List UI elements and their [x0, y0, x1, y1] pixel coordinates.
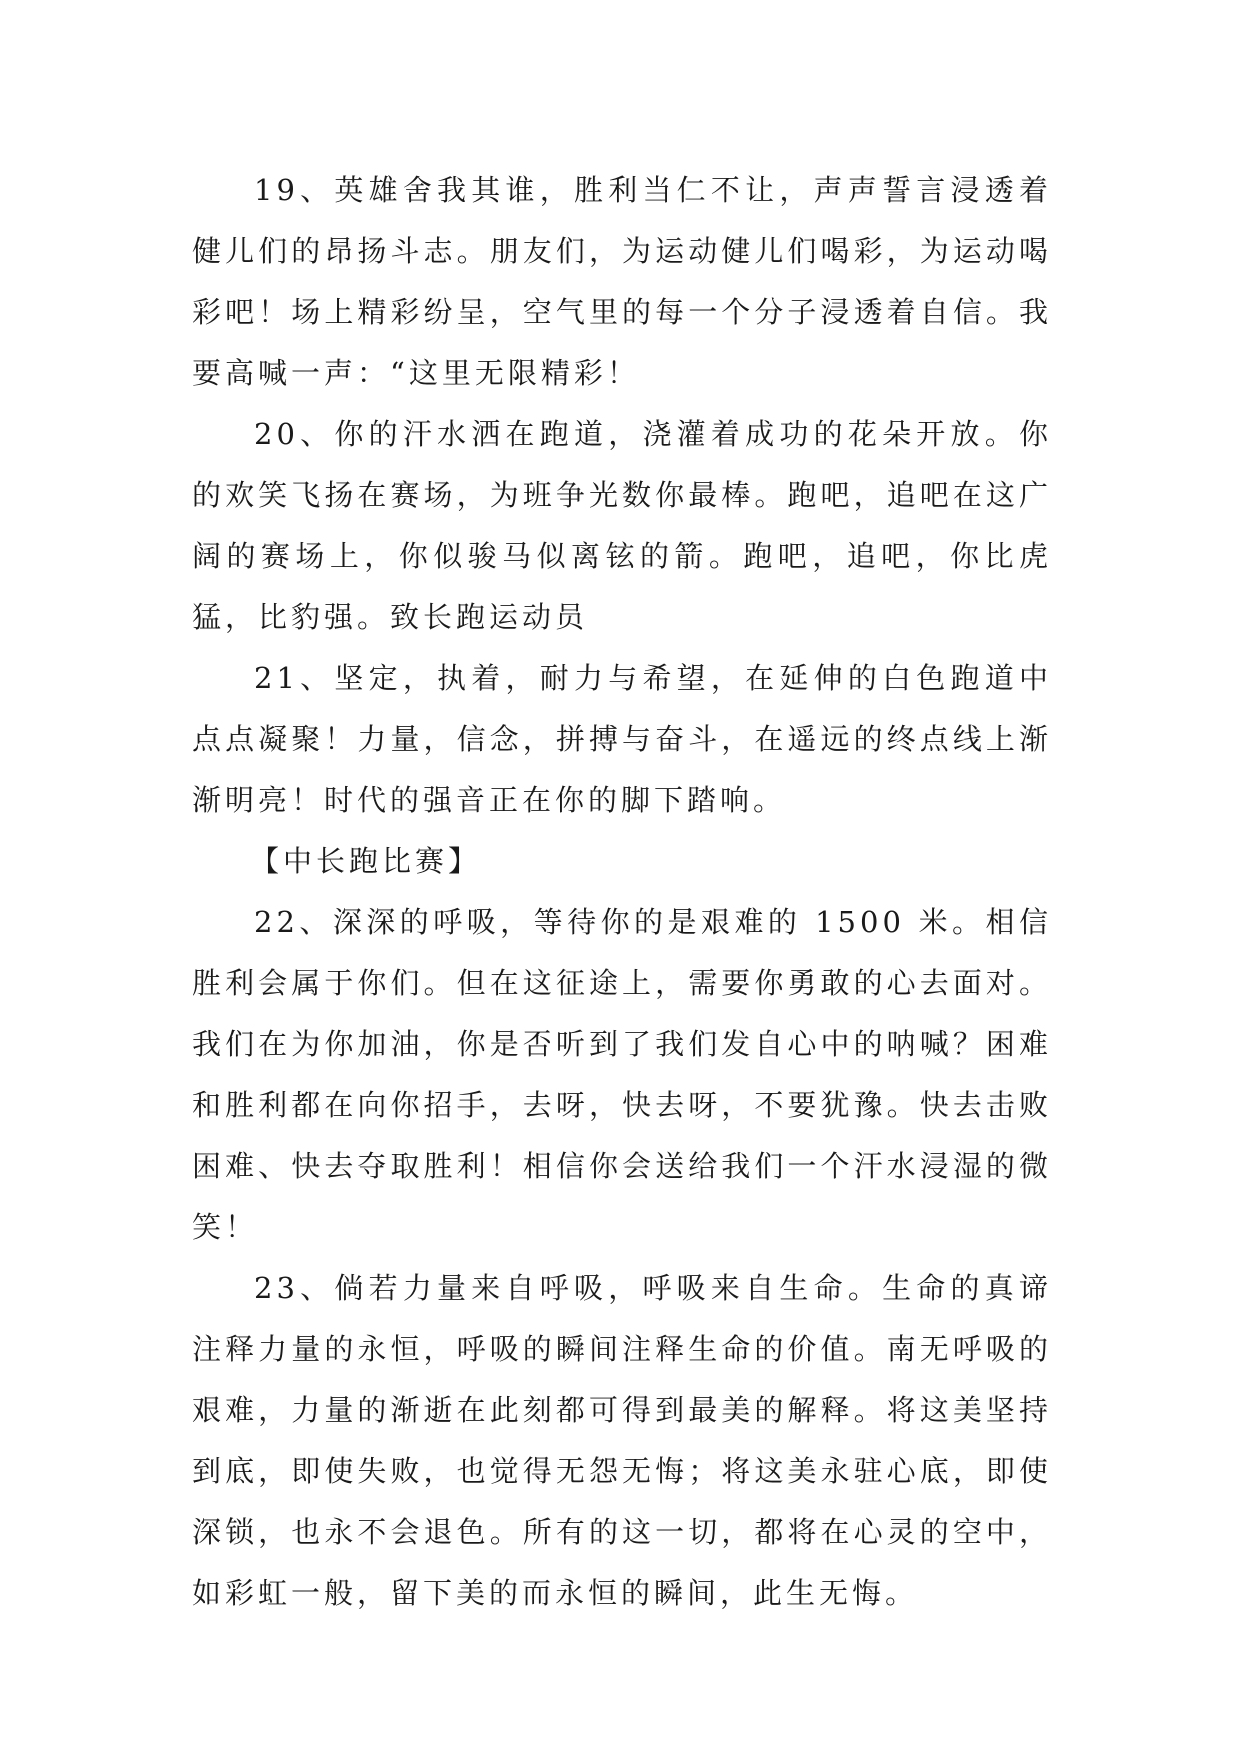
paragraph-20: 20、你的汗水洒在跑道，浇灌着成功的花朵开放。你的欢笑飞扬在赛场，为班争光数你最棒。跑吧，追吧在这广阔的赛场上，你似骏马似离铉的箭。跑吧，追吧，你比虎猛，比豹强。致长跑运动员: [192, 417, 1052, 634]
paragraph-22: 22、深深的呼吸，等待你的是艰难的 1500 米。相信胜利会属于你们。但在这征途上，需要你勇敢的心去面对。我们在为你加油，你是否听到了我们发自心中的呐喊？困难和胜利都在向你招手，去呀，快去呀，不要犹豫。快去击败困难、快去夺取胜利！相信你会送给我们一个汗水浸湿的微笑！: [192, 905, 1052, 1244]
paragraph-23: 23、倘若力量来自呼吸，呼吸来自生命。生命的真谛注释力量的永恒，呼吸的瞬间注释生命的价值。南无呼吸的艰难，力量的渐逝在此刻都可得到最美的解释。将这美坚持到底，即使失败，也觉得无怨无悔；将这美永驻心底，即使深锁，也永不会退色。所有的这一切，都将在心灵的空中，如彩虹一般，留下美的而永恒的瞬间，此生无悔。: [192, 1271, 1052, 1610]
section-heading: 【中长跑比赛】: [250, 844, 482, 878]
paragraph-21: 21、坚定，执着，耐力与希望，在延伸的白色跑道中点点凝聚！力量，信念，拼搏与奋斗，在遥远的终点线上渐渐明亮！时代的强音正在你的脚下踏响。: [192, 661, 1052, 817]
paragraph-19: 19、英雄舍我其谁，胜利当仁不让，声声誓言浸透着健儿们的昂扬斗志。朋友们，为运动健儿们喝彩，为运动喝彩吧！场上精彩纷呈，空气里的每一个分子浸透着自信。我要高喊一声：“这里无限精彩！: [192, 173, 1052, 390]
document-page: [192, 160, 1052, 1624]
